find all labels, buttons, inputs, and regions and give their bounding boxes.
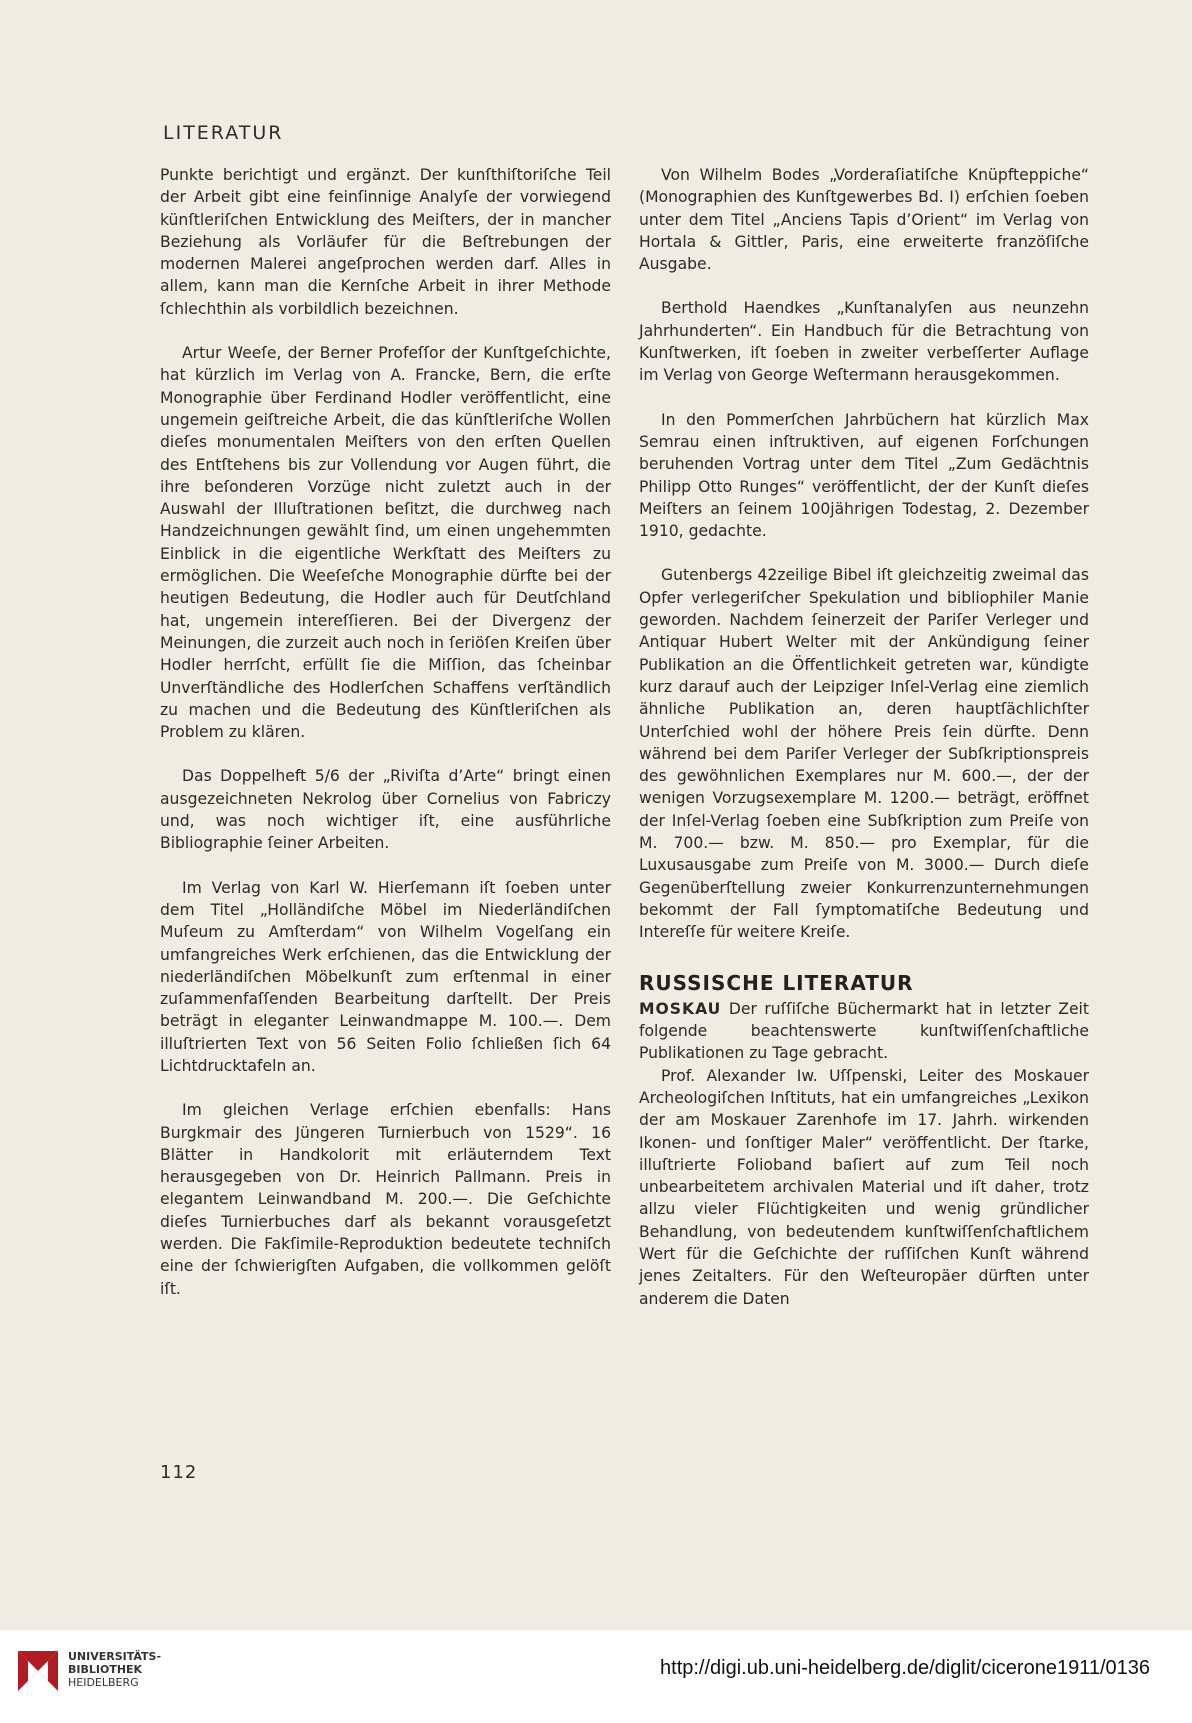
university-logo-icon — [12, 1645, 64, 1697]
paragraph: Im Verlag von Karl W. Hierſemann iſt ſoeben unter dem Titel „Holländiſche Möbel im Niederländiſchen Muſeum zu Amſterdam“ von Wilhelm Vogelſang ein umfangreiches Werk erſchienen, das die Entwicklung der niederländiſchen Möbelkunſt zum erſtenmal in einer zuſammenfaſſenden Bearbeitung darſtellt. Der Preis beträgt in eleganter Leinwandmappe M. 100.—. Dem illuſtrierten Text von 56 Seiten Folio ſchließen ſich 64 Lichtdrucktafeln an. — [160, 878, 611, 1075]
paragraph — [639, 998, 1089, 1065]
runin-heading: MOSKAU — [639, 999, 722, 1018]
page-number: 112 — [160, 1462, 198, 1483]
paragraph: Gutenbergs 42zeilige Bibel iſt gleichzeitig zweimal das Opfer verlegeriſcher Spekulation und bibliophiler Manie geworden. Nachdem ſeinerzeit der Pariſer Verleger und Antiquar Hubert Welter mit der Ankündigung ſeiner Publikation an die Öffentlichkeit getreten war, kündigte kurz darauf auch der Leipziger Inſel-Verlag eine ziemlich ähnliche Publikation an, deren hauptſächlichſter Unterſchied wohl der höhere Preis ſein dürfte. Denn während bei dem Pariſer Verleger der Subſkriptionspreis des gewöhnlichen Exemplares nur M. 600.—, der der wenigen Vorzugsexemplare M. 1200.— beträgt, eröffnet der Inſel-Verlag ſoeben eine Subſkription zum Preiſe von M. 700.— bzw. M. 850.— pro Exemplar, für die Luxusausgabe zum Preiſe von M. 3000.— Durch dieſe Gegenüberſtellung zweier Konkurrenzunternehmungen bekommt der Fall ſymptomatiſche Bedeutung und Intereſſe für weitere Kreiſe. — [639, 566, 1089, 942]
paragraph: Prof. Alexander Iw. Uſſpenski, Leiter des Moskauer Archeologiſchen Inſtituts, hat ein umfangreiches „Lexikon der am Moskauer Zarenhofe im 17. Jahrh. wirkenden Ikonen- und ſonſtiger Maler“ veröffentlicht. Der ſtarke, illuſtrierte Folioband baſiert auf zum Teil noch unbearbeitetem archivalen Material und iſt daher, trotz allzu vieler Flüchtigkeiten und wenig gründlicher Behandlung, von bedeutendem kunſtwiſſenſchaftlichem Wert für die Geſchichte der ruſſiſchen Kunſt während jenes Zeitalters. Für den Weſteuropäer dürften unter anderem die Daten — [639, 1066, 1089, 1308]
section-heading: RUSSISCHE LITERATUR — [639, 970, 914, 995]
paragraph: Von Wilhelm Bodes „Vorderaſiatiſche Knüpfteppiche“ (Monographien des Kunſtgewerbes Bd. I) erſchien ſoeben unter dem Titel „Anciens Tapis d’Orient“ im Verlag von Hortala & Gittler, Paris, eine erweiterte franzöſiſche Ausgabe. — [639, 166, 1089, 274]
paragraph: Punkte berichtigt und ergänzt. Der kunſthiſtoriſche Teil der Arbeit gibt eine feinſinnige Analyſe der vorwiegend künſtleriſchen Entwicklung des Meiſters, der in mancher Beziehung als Vorläufer für die Beſtrebungen der modernen Malerei angeſprochen werden darf. Alles in allem, kann man die Kernſche Arbeit in ihrer Methode ſchlechthin als vorbildlich bezeichnen. — [160, 166, 611, 318]
running-header: LITERATUR — [163, 122, 284, 144]
library-name: UNIVERSITÄTS- BIBLIOTHEK HEIDELBERG — [68, 1650, 162, 1689]
footer-bar — [0, 1630, 1192, 1723]
paragraph: Artur Weeſe, der Berner Profeſſor der Kunſtgeſchichte, hat kürzlich im Verlag von A. Francke, Bern, die erſte Monographie über Ferdinand Hodler veröffentlicht, eine ungemein geiſtreiche Arbeit, die das künſtleriſche Wollen dieſes monumentalen Meiſters von den erſten Quellen des Entſtehens bis zur Vollendung vor Augen führt, die ihre beſonderen Vorzüge nicht zuletzt auch in der Auswahl der Illuſtrationen beſitzt, die durchweg nach Handzeichnungen gewählt ſind, um einen ungehemmten Einblick in die eigentliche Werkſtatt des Meiſters zu ermöglichen. Die Weeſeſche Monographie dürfte bei der heutigen Bedeutung, die Hodler auch für Deutſchland hat, ungemein intereſſieren. Bei der Divergenz der Meinungen, die zurzeit auch noch in ſeriöſen Kreiſen über Hodler herrſcht, erfüllt ſie die Miſſion, das ſcheinbar Unverſtändliche des Hodlerſchen Schaffens verſtändlich zu machen und die Bedeutung des Künſtleriſchen als Problem zu klären. — [160, 344, 611, 742]
source-url-link[interactable]: http://digi.ub.uni-heidelberg.de/diglit/cicerone1911/0136 — [660, 1657, 1150, 1679]
paragraph: Das Doppelheft 5/6 der „Riviſta d’Arte“ bringt einen ausgezeichneten Nekrolog über Cornelius von Fabriczy und, was noch wichtiger iſt, eine ausführliche Bibliographie ſeiner Arbeiten. — [160, 767, 611, 853]
paragraph-text: Der ruſſiſche Büchermarkt hat in letzter Zeit folgende beachtenswerte kunſtwiſſenſchaftliche Publikationen zu Tage gebracht. — [639, 999, 1089, 1063]
paragraph: Im gleichen Verlage erſchien ebenfalls: Hans Burgkmair des Jüngeren Turnierbuch von 1529“. 16 Blätter in Handkolorit mit erläuterndem Text herausgegeben von Dr. Heinrich Pallmann. Preis in elegantem Leinwandband M. 200.—. Die Geſchichte dieſes Turnierbuches darf als bekannt vorausgeſetzt werden. Die Fakſimile-Reproduktion bedeutete techniſch eine der ſchwierigſten Aufgaben, die vollkommen gelöſt iſt. — [160, 1101, 611, 1298]
paragraph: Berthold Haendkes „Kunſtanalyſen aus neunzehn Jahrhunderten“. Ein Handbuch für die Betrachtung von Kunſtwerken, iſt ſoeben in zweiter verbeſſerter Auflage im Verlag von George Weſtermann herausgekommen. — [639, 299, 1089, 385]
left-column — [160, 164, 611, 1300]
paragraph: In den Pommerſchen Jahrbüchern hat kürzlich Max Semrau einen inſtruktiven, auf eigenen Forſchungen beruhenden Vortrag unter dem Titel „Zum Gedächtnis Philipp Otto Runges“ veröffentlicht, der der Kunſt dieſes Meiſters an ſeinem 100jährigen Todestag, 2. Dezember 1910, gedachte. — [639, 410, 1089, 541]
right-column — [639, 164, 1089, 1310]
